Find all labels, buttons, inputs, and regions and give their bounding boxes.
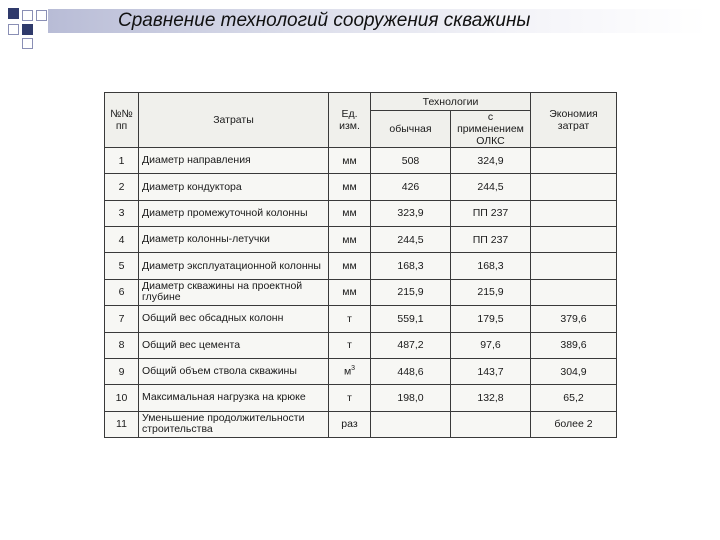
row-unit — [329, 227, 371, 253]
row-name-text: Диаметр колонны-летучки — [142, 233, 270, 246]
table-row — [105, 306, 617, 332]
row-name — [139, 306, 329, 332]
row-name — [139, 332, 329, 358]
row-name — [139, 200, 329, 226]
row-number-text: 2 — [118, 181, 125, 194]
deco-square-2 — [22, 10, 33, 21]
row-savings-text: 389,6 — [560, 339, 587, 352]
row-conventional — [371, 306, 451, 332]
row-olks — [451, 306, 531, 332]
row-number-text: 11 — [116, 418, 127, 431]
unit-superscript: 3 — [351, 365, 356, 373]
table-row — [105, 332, 617, 358]
row-number — [105, 227, 139, 253]
comparison-table-wrapper — [104, 92, 616, 438]
row-name — [139, 148, 329, 174]
row-olks — [451, 411, 531, 437]
row-name — [139, 279, 329, 305]
row-savings-text: 304,9 — [560, 365, 587, 378]
row-number — [105, 148, 139, 174]
deco-square-1 — [8, 8, 19, 19]
row-unit-text: мм — [342, 233, 357, 246]
row-unit — [329, 253, 371, 279]
row-unit-text: т — [347, 312, 352, 325]
row-number-text: 8 — [118, 339, 125, 352]
row-unit — [329, 358, 371, 384]
table-row — [105, 200, 617, 226]
row-unit — [329, 174, 371, 200]
row-name — [139, 227, 329, 253]
row-conventional-text: 559,1 — [397, 312, 424, 325]
row-number — [105, 253, 139, 279]
table-row — [105, 227, 617, 253]
row-name-text: Уменьшение продолжительности строительства — [142, 412, 305, 436]
row-olks — [451, 253, 531, 279]
row-savings — [531, 358, 617, 384]
row-conventional — [371, 279, 451, 305]
row-number-text: 10 — [115, 391, 128, 404]
row-savings — [531, 332, 617, 358]
row-unit — [329, 279, 371, 305]
row-olks — [451, 385, 531, 411]
row-conventional — [371, 227, 451, 253]
row-unit — [329, 148, 371, 174]
row-number — [105, 332, 139, 358]
row-number — [105, 279, 139, 305]
row-conventional — [371, 253, 451, 279]
deco-square-5 — [36, 10, 47, 21]
row-name — [139, 411, 329, 437]
row-olks-text: 179,5 — [477, 312, 504, 325]
row-conventional — [371, 332, 451, 358]
row-olks-text: 215,9 — [477, 286, 504, 299]
row-conventional-text: 487,2 — [397, 339, 424, 352]
row-number-text: 3 — [118, 207, 125, 220]
row-number — [105, 385, 139, 411]
row-number — [105, 200, 139, 226]
row-savings-text: 379,6 — [560, 312, 587, 325]
table-body — [105, 148, 617, 438]
row-name — [139, 385, 329, 411]
row-name-text: Общий объем ствола скважины — [142, 365, 297, 378]
row-savings — [531, 174, 617, 200]
row-number-text: 6 — [118, 286, 125, 299]
row-olks-text: 97,6 — [480, 339, 501, 352]
row-number-text: 5 — [118, 260, 125, 273]
row-olks — [451, 200, 531, 226]
row-conventional-text: 244,5 — [397, 233, 424, 246]
table-row — [105, 385, 617, 411]
row-conventional-text: 508 — [401, 154, 420, 167]
row-number — [105, 358, 139, 384]
table-row — [105, 253, 617, 279]
header-savings: Экономия затрат — [531, 93, 617, 148]
table-row — [105, 358, 617, 384]
header-technologies: Технологии — [371, 93, 531, 111]
row-conventional — [371, 385, 451, 411]
row-conventional-text: 198,0 — [397, 391, 424, 404]
deco-square-3 — [8, 24, 19, 35]
row-name-text: Общий вес обсадных колонн — [142, 312, 284, 325]
row-conventional-text: 323,9 — [397, 207, 424, 220]
row-number-text: 9 — [118, 365, 125, 378]
row-number — [105, 174, 139, 200]
row-name-text: Диаметр промежуточной колонны — [142, 206, 308, 219]
page-title: Сравнение технологий сооружения скважины — [118, 10, 531, 31]
row-conventional — [371, 200, 451, 226]
row-savings — [531, 253, 617, 279]
row-olks — [451, 227, 531, 253]
row-unit-text: т — [347, 339, 352, 352]
row-name-text: Максимальная нагрузка на крюке — [142, 391, 306, 404]
row-number — [105, 411, 139, 437]
header-unit: Ед. изм. — [329, 93, 371, 148]
row-olks — [451, 174, 531, 200]
row-conventional-text: 168,3 — [397, 260, 424, 273]
row-conventional — [371, 358, 451, 384]
header-conventional: обычная — [371, 111, 451, 148]
deco-square-6 — [22, 38, 33, 49]
row-savings — [531, 411, 617, 437]
row-unit-text: мм — [342, 286, 357, 299]
table-row — [105, 148, 617, 174]
row-unit-text: мм — [342, 207, 357, 220]
row-unit — [329, 200, 371, 226]
row-number-text: 7 — [118, 312, 125, 325]
row-olks-text: ПП 237 — [472, 207, 509, 220]
row-conventional — [371, 174, 451, 200]
row-olks — [451, 148, 531, 174]
row-unit-text: мм — [342, 181, 357, 194]
row-unit — [329, 306, 371, 332]
row-olks-text: 132,8 — [477, 391, 504, 404]
row-conventional-text: 426 — [401, 181, 420, 194]
row-olks-text: 143,7 — [477, 365, 504, 378]
row-savings — [531, 200, 617, 226]
row-name — [139, 253, 329, 279]
row-unit-text: м — [343, 365, 352, 378]
row-olks-text: 244,5 — [477, 181, 504, 194]
row-conventional — [371, 411, 451, 437]
row-name — [139, 174, 329, 200]
row-savings-text: более 2 — [554, 418, 593, 431]
row-name-text: Общий вес цемента — [142, 338, 241, 351]
header-num: №№ пп — [105, 93, 139, 148]
row-unit-text: т — [347, 391, 352, 404]
table-row — [105, 174, 617, 200]
header-costs: Затраты — [139, 93, 329, 148]
deco-square-4 — [22, 24, 33, 35]
table-row — [105, 279, 617, 305]
row-olks-text: 168,3 — [477, 260, 504, 273]
row-unit-text: раз — [341, 418, 358, 431]
row-olks — [451, 358, 531, 384]
row-number-text: 1 — [118, 154, 125, 167]
row-savings — [531, 279, 617, 305]
row-savings — [531, 148, 617, 174]
row-olks-text: ПП 237 — [472, 233, 509, 246]
row-conventional-text: 215,9 — [397, 286, 424, 299]
row-number — [105, 306, 139, 332]
row-olks — [451, 279, 531, 305]
row-name-text: Диаметр кондуктора — [142, 180, 242, 193]
row-conventional-text: 448,6 — [397, 365, 424, 378]
row-unit — [329, 332, 371, 358]
row-olks-text: 324,9 — [477, 154, 504, 167]
row-savings — [531, 306, 617, 332]
row-unit — [329, 411, 371, 437]
row-name-text: Диаметр направления — [142, 154, 251, 167]
row-savings — [531, 227, 617, 253]
row-name — [139, 358, 329, 384]
row-savings — [531, 385, 617, 411]
table-row — [105, 411, 617, 437]
row-unit — [329, 385, 371, 411]
row-number-text: 4 — [118, 233, 125, 246]
row-savings-text: 65,2 — [563, 391, 584, 404]
row-unit-text: мм — [342, 260, 357, 273]
header-olks: с применением ОЛКС — [451, 111, 531, 148]
row-name-text: Диаметр скважины на проектной глубине — [142, 280, 303, 304]
row-conventional — [371, 148, 451, 174]
comparison-table — [104, 92, 617, 438]
row-unit-text: мм — [342, 154, 357, 167]
row-olks — [451, 332, 531, 358]
row-name-text: Диаметр эксплуатационной колонны — [142, 259, 321, 272]
